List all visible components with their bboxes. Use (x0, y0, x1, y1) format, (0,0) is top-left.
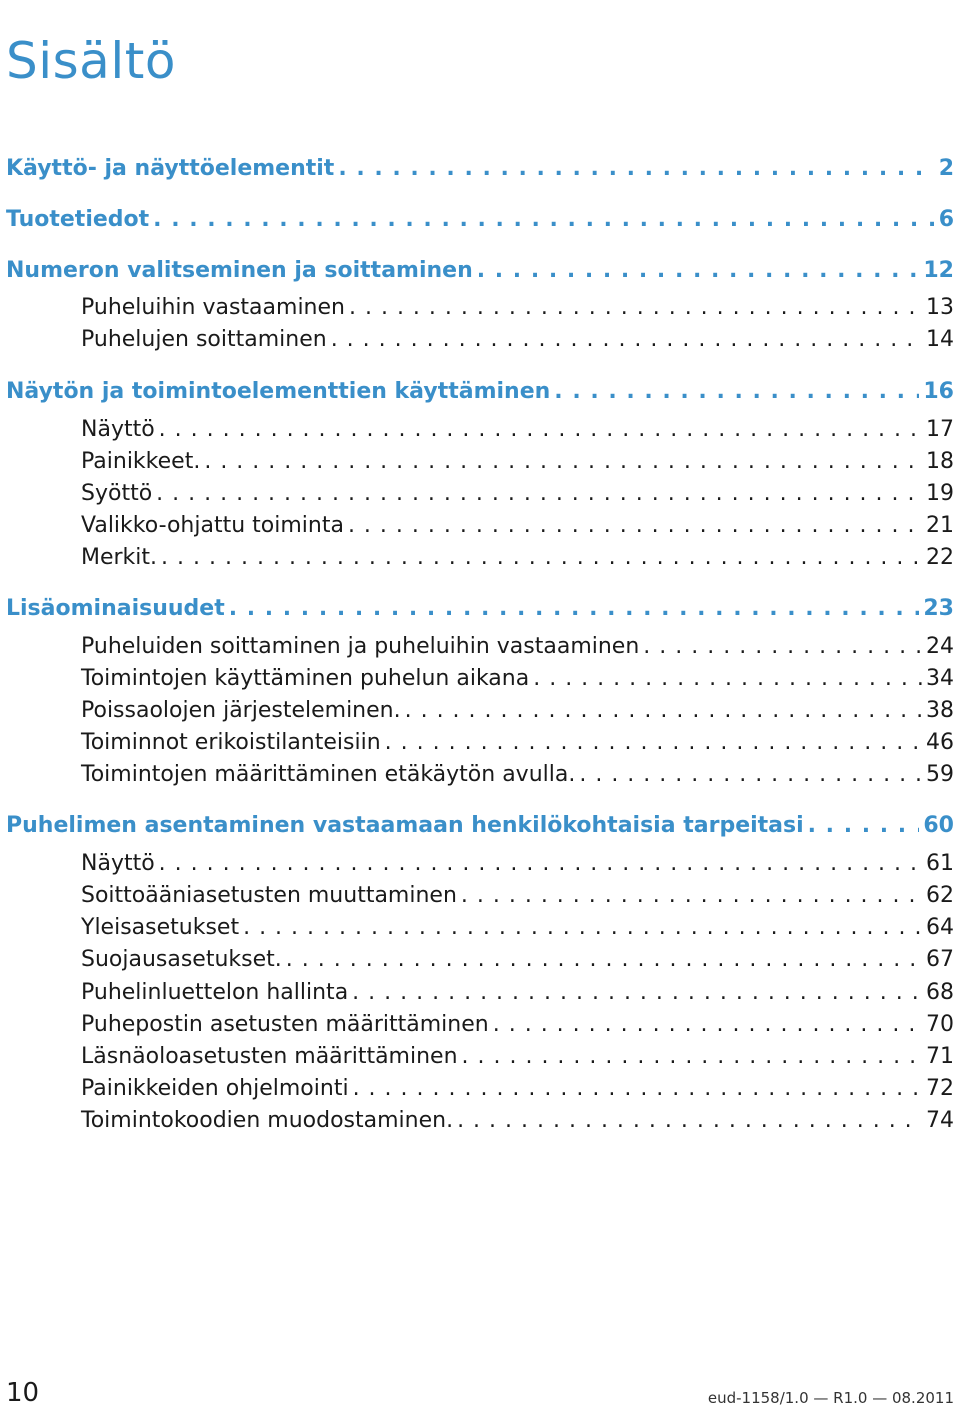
dot-leader (554, 377, 919, 407)
toc-entry[interactable] (81, 1074, 954, 1104)
toc-entry-label: Toimintojen käyttäminen puhelun aikana (81, 666, 530, 691)
toc-entry[interactable] (6, 811, 954, 841)
toc-entry-label: Numeron valitseminen ja soittaminen (6, 258, 473, 283)
toc-entry-label: Yleisasetukset (81, 915, 240, 940)
toc-entry-page: 17 (926, 417, 954, 442)
toc-entry[interactable] (6, 205, 954, 235)
dot-leader (159, 415, 922, 445)
toc-entry-label: Painikkeiden ohjelmointi (81, 1076, 349, 1101)
toc-entry-label: Puhepostin asetusten määrittäminen (81, 1012, 489, 1037)
toc-entry-page: 23 (923, 596, 954, 621)
dot-leader (493, 1010, 922, 1040)
dot-leader (349, 293, 922, 323)
toc-entry-page: 2 (938, 156, 954, 181)
toc-entry[interactable] (6, 594, 954, 624)
footer-document-code: eud-1158/1.0 — R1.0 — 08.2011 (707, 1389, 954, 1407)
toc-entry-label: Tuotetiedot (6, 207, 150, 232)
toc-entry-page: 72 (926, 1076, 954, 1101)
toc-entry-label: Toimintojen määrittäminen etäkäytön avulla. (81, 762, 576, 787)
toc-entry-page: 68 (926, 980, 954, 1005)
toc-entry-page: 60 (923, 813, 954, 838)
toc-entry-page: 62 (926, 883, 954, 908)
toc-entry-page: 22 (926, 545, 954, 570)
toc-entry-page: 59 (926, 762, 954, 787)
toc-entry-label: Näyttö (81, 851, 155, 876)
toc-entry-page: 67 (926, 947, 954, 972)
toc-entry-page: 46 (926, 730, 954, 755)
toc-entry-page: 14 (926, 327, 954, 352)
toc-entry-label: Painikkeet. (81, 449, 201, 474)
toc-entry-label: Käyttö- ja näyttöelementit (6, 156, 335, 181)
toc-entry[interactable] (81, 479, 954, 509)
toc-entry-page: 38 (926, 698, 954, 723)
toc-entry[interactable] (6, 256, 954, 286)
toc-entry-label: Puhelujen soittaminen (81, 327, 327, 352)
toc-entry[interactable] (81, 760, 954, 790)
toc-entry[interactable] (81, 1010, 954, 1040)
toc-entry-page: 71 (926, 1044, 954, 1069)
dot-leader (405, 696, 922, 726)
toc-entry-page: 64 (926, 915, 954, 940)
toc-entry-label: Suojausasetukset. (81, 947, 282, 972)
toc-entry[interactable] (81, 664, 954, 694)
dot-leader (338, 154, 934, 184)
toc-entry[interactable] (81, 511, 954, 541)
toc-entry[interactable] (81, 293, 954, 323)
toc-entry[interactable] (81, 978, 954, 1008)
toc-entry-label: Soittoääniasetusten muuttaminen (81, 883, 457, 908)
dot-leader (229, 594, 920, 624)
toc-entry[interactable] (81, 632, 954, 662)
toc-entry[interactable] (81, 913, 954, 943)
dot-leader (204, 447, 922, 477)
toc-entry-page: 74 (926, 1108, 954, 1133)
dot-leader (153, 205, 935, 235)
toc-entry-page: 16 (923, 379, 954, 404)
toc-entry-label: Toiminnot erikoistilanteisiin (81, 730, 381, 755)
toc-entry-label: Näytön ja toimintoelementtien käyttäminen (6, 379, 551, 404)
dot-leader (348, 511, 922, 541)
dot-leader (477, 256, 920, 286)
dot-leader (352, 978, 922, 1008)
toc-entry[interactable] (81, 543, 954, 573)
toc-entry[interactable] (81, 1106, 954, 1136)
page-title: Sisältö (6, 31, 176, 90)
toc-entry[interactable] (81, 447, 954, 477)
dot-leader (161, 543, 922, 573)
toc-entry[interactable] (81, 728, 954, 758)
toc-entry-page: 61 (926, 851, 954, 876)
toc-entry-page: 24 (926, 634, 954, 659)
toc-entry[interactable] (81, 945, 954, 975)
toc-entry[interactable] (6, 377, 954, 407)
dot-leader (579, 760, 922, 790)
footer-page-number: 10 (6, 1378, 40, 1408)
toc-entry-label: Läsnäoloasetusten määrittäminen (81, 1044, 458, 1069)
toc-entry-page: 12 (923, 258, 954, 283)
toc-entry[interactable] (81, 696, 954, 726)
toc-entry[interactable] (81, 849, 954, 879)
toc-entry-page: 34 (926, 666, 954, 691)
toc-entry-page: 70 (926, 1012, 954, 1037)
toc-entry-label: Näyttö (81, 417, 155, 442)
toc-entry[interactable] (81, 325, 954, 355)
toc-entry-page: 19 (926, 481, 954, 506)
dot-leader (159, 849, 922, 879)
toc-entry-label: Poissaolojen järjesteleminen. (81, 698, 401, 723)
toc-entry-page: 6 (938, 207, 954, 232)
toc-entry-label: Toimintokoodien muodostaminen. (81, 1108, 454, 1133)
dot-leader (353, 1074, 922, 1104)
dot-leader (461, 881, 922, 911)
dot-leader (643, 632, 922, 662)
dot-leader (385, 728, 922, 758)
dot-leader (286, 945, 922, 975)
dot-leader (156, 479, 922, 509)
toc-entry-page: 13 (926, 295, 954, 320)
toc-entry-label: Lisäominaisuudet (6, 596, 225, 621)
dot-leader (243, 913, 922, 943)
toc-entry-label: Syöttö (81, 481, 153, 506)
toc-entry-label: Valikko-ohjattu toiminta (81, 513, 344, 538)
toc-entry-label: Puheluihin vastaaminen (81, 295, 345, 320)
toc-entry-label: Merkit. (81, 545, 158, 570)
dot-leader (457, 1106, 922, 1136)
toc-entry-label: Puheluiden soittaminen ja puheluihin vastaaminen (81, 634, 640, 659)
toc-entry-label: Puhelimen asentaminen vastaamaan henkilökohtaisia tarpeitasi (6, 813, 804, 838)
dot-leader (533, 664, 922, 694)
dot-leader (331, 325, 922, 355)
toc-entry[interactable] (6, 154, 954, 184)
toc-entry-page: 21 (926, 513, 954, 538)
dot-leader (462, 1042, 922, 1072)
toc-entry-label: Puhelinluettelon hallinta (81, 980, 349, 1005)
toc-entry-page: 18 (926, 449, 954, 474)
dot-leader (808, 811, 920, 841)
toc-entry[interactable] (81, 415, 954, 445)
toc-entry[interactable] (81, 881, 954, 911)
toc-entry[interactable] (81, 1042, 954, 1072)
